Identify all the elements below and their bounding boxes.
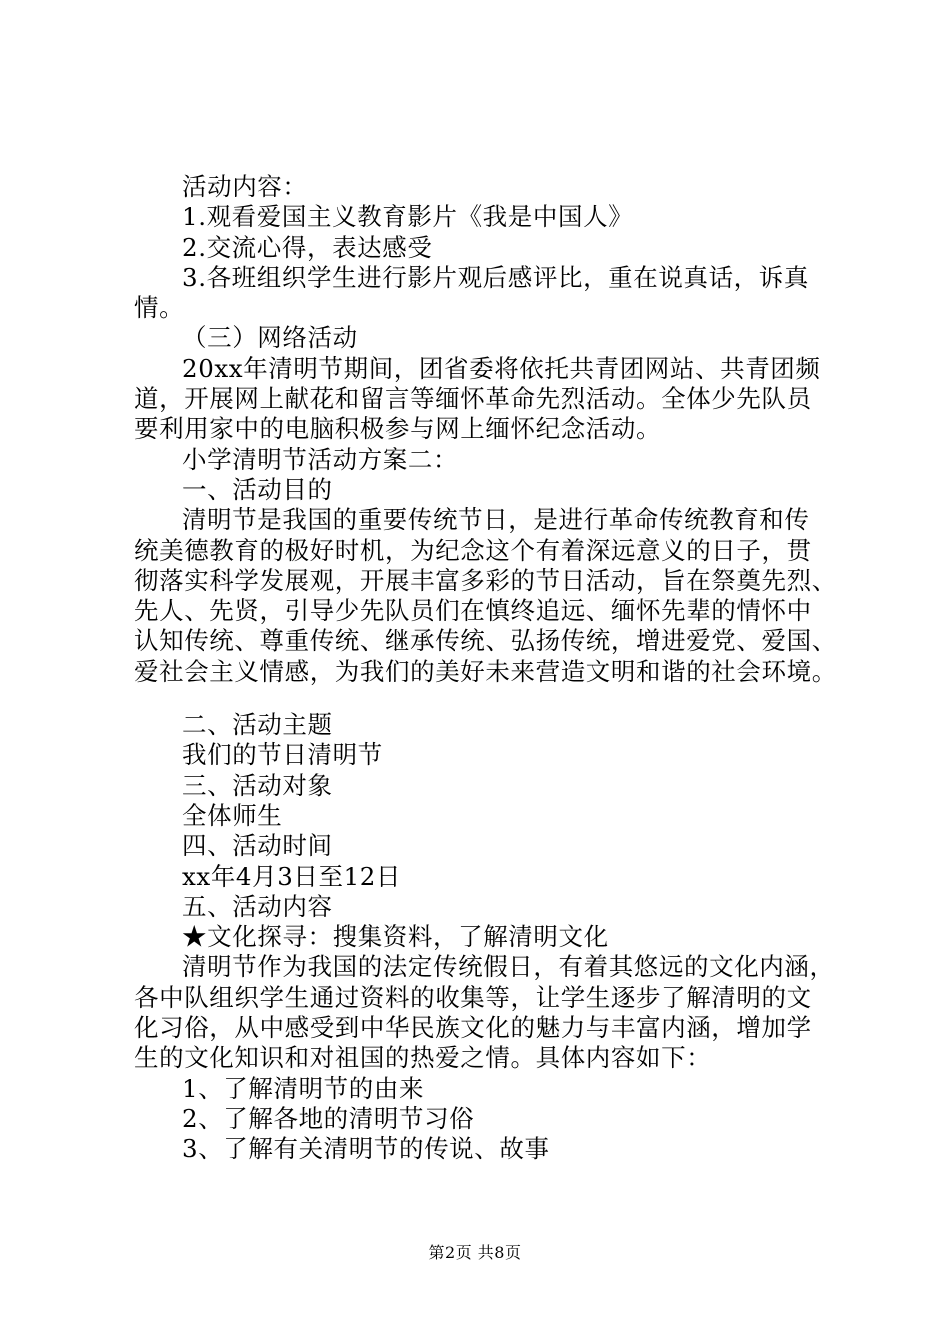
paragraph-line: 统美德教育的极好时机，为纪念这个有着深远意义的日子，贯: [134, 535, 812, 565]
paragraph-line: 活动内容：: [182, 172, 308, 201]
section-heading: 五、活动内容: [182, 891, 333, 921]
section-heading: 四、活动时间: [182, 831, 333, 861]
paragraph-line: xx年4月3日至12日: [182, 861, 402, 891]
page-footer: [0, 1243, 950, 1263]
paragraph-line: 情。: [134, 293, 185, 323]
section-heading: 二、活动主题: [182, 710, 333, 740]
paragraph-line: 爱社会主义情感，为我们的美好未来营造文明和谐的社会环境。: [134, 656, 837, 686]
paragraph-line: 清明节是我国的重要传统节日，是进行革命传统教育和传: [182, 505, 810, 535]
paragraph-line: 道，开展网上献花和留言等缅怀革命先烈活动。全体少先队员: [134, 384, 812, 414]
paragraph-line: 要利用家中的电脑积极参与网上缅怀纪念活动。: [134, 414, 662, 444]
section-heading: 三、活动对象: [182, 770, 333, 800]
list-item: 1.观看爱国主义教育影片《我是中国人》: [182, 202, 634, 232]
section-heading: 小学清明节活动方案二：: [182, 444, 459, 474]
section-heading: 一、活动目的: [182, 474, 333, 504]
list-item: 1、了解清明节的由来: [182, 1073, 425, 1103]
list-item: 2、了解各地的清明节习俗: [182, 1103, 475, 1133]
paragraph-line: 20xx年清明节期间，团省委将依托共青团网站、共青团频: [182, 353, 821, 383]
paragraph-line: 清明节作为我国的法定传统假日，有着其悠远的文化内涵，: [182, 952, 835, 982]
paragraph-gap: [0, 687, 950, 710]
list-item: 3、了解有关清明节的传说、故事: [182, 1134, 550, 1164]
paragraph-line: 全体师生: [182, 800, 283, 830]
list-item: 3.各班组织学生进行影片观后感评比，重在说真话，诉真: [182, 262, 809, 292]
list-item: 2.交流心得，表达感受: [182, 232, 433, 262]
paragraph-line: 生的文化知识和对祖国的热爱之情。具体内容如下：: [134, 1043, 712, 1073]
paragraph-line: 彻落实科学发展观，开展丰富多彩的节日活动，旨在祭奠先烈、: [134, 565, 837, 595]
paragraph-line: 化习俗，从中感受到中华民族文化的魅力与丰富内涵，增加学: [134, 1013, 812, 1043]
paragraph-line: 我们的节日清明节: [182, 740, 383, 770]
page-number-label: 第2页 共8页: [428, 1243, 522, 1262]
paragraph-line: 各中队组织学生通过资料的收集等，让学生逐步了解清明的文: [134, 982, 812, 1012]
paragraph-line: 先人、先贤，引导少先队员们在慎终追远、缅怀先辈的情怀中: [134, 596, 812, 626]
section-heading: （三）网络活动: [182, 323, 358, 353]
subsection-heading: ★文化探寻：搜集资料，了解清明文化: [182, 922, 609, 952]
document-body: [0, 172, 950, 1165]
paragraph-line: 认知传统、尊重传统、继承传统、弘扬传统，增进爱党、爱国、: [134, 626, 837, 656]
